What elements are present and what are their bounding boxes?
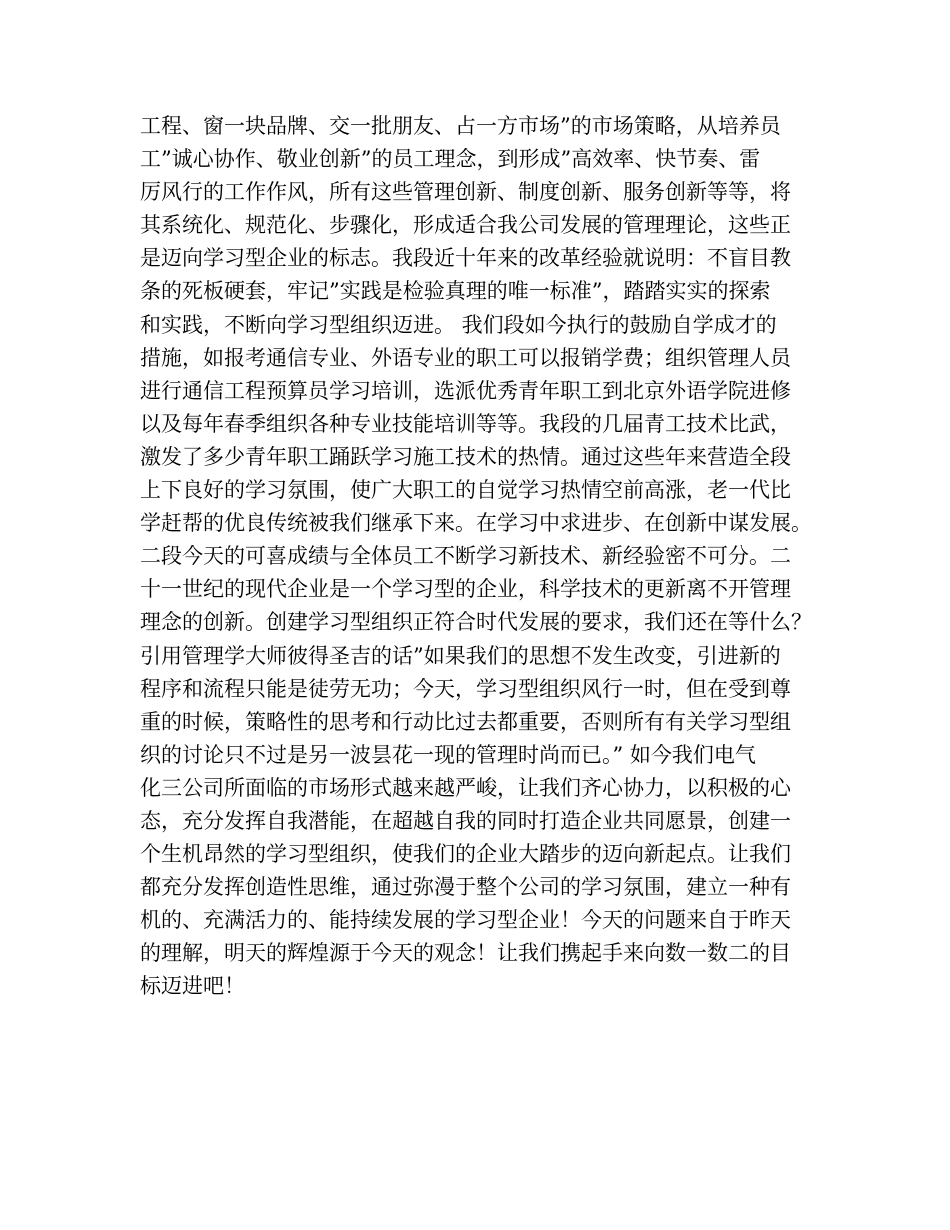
text-line: 进行通信工程预算员学习培训，选派优秀青年职工到北京外语学院进修 (140, 378, 791, 403)
text-line: 激发了多少青年职工踊跃学习施工技术的热情。通过这些年来营造全段 (140, 444, 791, 469)
text-line: 理念的创新。创建学习型组织正符合时代发展的要求，我们还在等什么？ (140, 610, 812, 635)
text-line: 和实践，不断向学习型组织迈进。 我们段如今执行的鼓励自学成才的 (140, 312, 777, 337)
text-line: 个生机昂然的学习型组织，使我们的企业大踏步的迈向新起点。让我们 (140, 842, 791, 867)
text-line: 的理解，明天的辉煌源于今天的观念！让我们携起手来向数一数二的目 (140, 941, 791, 966)
text-line: 上下良好的学习氛围，使广大职工的自觉学习热情空前高涨，老一代比 (140, 478, 791, 503)
text-line: 工”诚心协作、敬业创新”的员工理念，到形成”高效率、快节奏、雷 (140, 147, 761, 172)
text-line: 是迈向学习型企业的标志。我段近十年来的改革经验就说明：不盲目教 (140, 246, 791, 271)
text-line: 措施，如报考通信专业、外语专业的职工可以报销学费；组织管理人员 (140, 345, 791, 370)
text-line: 化三公司所面临的市场形式越来越严峻，让我们齐心协力，以积极的心 (140, 775, 791, 800)
text-line: 学赶帮的优良传统被我们继承下来。在学习中求进步、在创新中谋发展。 (140, 511, 812, 536)
text-line: 二段今天的可喜成绩与全体员工不断学习新技术、新经验密不可分。二 (140, 544, 791, 569)
text-line: 以及每年春季组织各种专业技能培训等等。我段的几届青工技术比武， (140, 411, 791, 436)
text-line: 厉风行的工作作风，所有这些管理创新、制度创新、服务创新等等，将 (140, 180, 791, 205)
text-line: 重的时候，策略性的思考和行动比过去都重要，否则所有有关学习型组 (140, 709, 791, 734)
text-line: 都充分发挥创造性思维，通过弥漫于整个公司的学习氛围，建立一种有 (140, 875, 791, 900)
text-line: 织的讨论只不过是另一波昙花一现的管理时尚而已。” 如今我们电气 (140, 742, 756, 767)
text-line: 程序和流程只能是徒劳无功；今天，学习型组织风行一时，但在受到尊 (140, 676, 791, 701)
text-line: 标迈进吧！ (140, 974, 245, 999)
text-line: 工程、窗一块品牌、交一批朋友、占一方市场”的市场策略，从培养员 (140, 114, 781, 138)
text-line: 机的、充满活力的、能持续发展的学习型企业！今天的问题来自于昨天 (140, 908, 791, 933)
text-line: 其系统化、规范化、步骤化，形成适合我公司发展的管理理论，这些正 (140, 213, 791, 238)
text-line: 态，充分发挥自我潜能，在超越自我的同时打造企业共同愿景，创建一 (140, 808, 791, 833)
text-line: 引用管理学大师彼得圣吉的话”如果我们的思想不发生改变，引进新的 (140, 643, 781, 668)
text-line: 十一世纪的现代企业是一个学习型的企业，科学技术的更新离不开管理 (140, 577, 791, 602)
body-paragraph (140, 110, 840, 1004)
text-line: 条的死板硬套，牢记”实践是检验真理的唯一标准”，踏踏实实的探索 (140, 279, 771, 304)
